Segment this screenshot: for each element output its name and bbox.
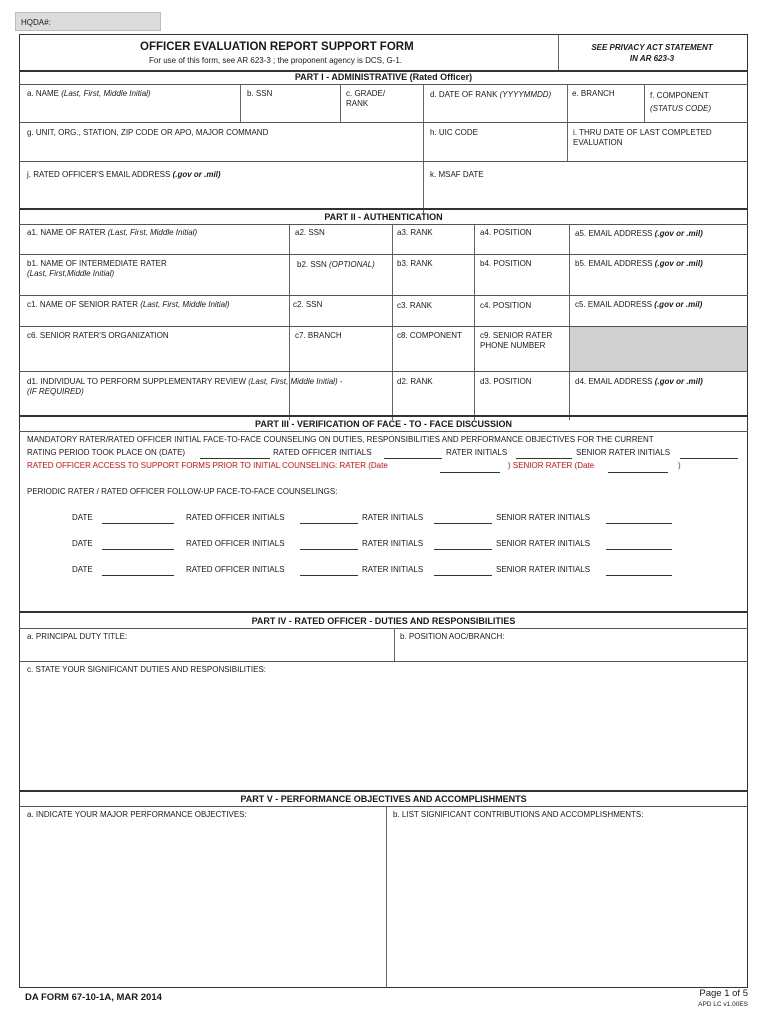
b2-label: b2. SSN	[297, 260, 330, 269]
senior-rater-org-field[interactable]: c6. SENIOR RATER'S ORGANIZATION	[27, 331, 169, 340]
d4-hint: (.gov or .mil)	[654, 377, 703, 386]
component-label: f. COMPONENT	[650, 91, 709, 100]
form-title: OFFICER EVALUATION REPORT SUPPORT FORM	[140, 41, 414, 53]
form-number: DA FORM 67-10-1A, MAR 2014	[25, 992, 162, 1003]
reviewer-rank-field[interactable]: d2. RANK	[397, 377, 433, 386]
divider	[567, 85, 568, 122]
reviewer-email-field[interactable]	[575, 377, 703, 387]
part2-heading: PART II - AUTHENTICATION	[324, 212, 443, 222]
rater-initials-label: RATER INITIALS	[362, 513, 424, 522]
rating-period-date-input[interactable]	[200, 458, 270, 459]
rater-initials-label: RATER INITIALS	[362, 539, 424, 548]
rated-initials-input[interactable]	[300, 523, 358, 524]
rated-initials-input[interactable]	[300, 549, 358, 550]
thru-date-field[interactable]	[573, 128, 712, 148]
part4-top-rule	[19, 611, 748, 613]
access-senior-date-input[interactable]	[608, 472, 668, 473]
rule	[19, 371, 748, 372]
b1-label: b1. NAME OF INTERMEDIATE RATER	[27, 259, 167, 268]
privacy-line-1: SEE PRIVACY ACT STATEMENT	[591, 43, 713, 52]
d1-hint: (Last, First, Middle Initial)	[248, 377, 338, 386]
d1-dash: -	[337, 377, 343, 386]
rater-name-field[interactable]	[27, 228, 197, 238]
senior-initials-input[interactable]	[606, 575, 672, 576]
rater-initials-input[interactable]	[434, 575, 492, 576]
reviewer-position-field[interactable]: d3. POSITION	[480, 377, 532, 386]
senior-rater-ssn-field[interactable]: c2. SSN	[293, 300, 323, 309]
divider	[423, 123, 424, 214]
rule	[19, 254, 748, 255]
contributions-field[interactable]: b. LIST SIGNIFICANT CONTRIBUTIONS AND ACCOMPLISHMENTS:	[393, 810, 644, 819]
c5-label: c5. EMAIL ADDRESS	[575, 300, 655, 309]
header-divider	[558, 35, 559, 70]
rater-initials-input[interactable]	[434, 549, 492, 550]
rule	[19, 628, 748, 629]
b5-label: b5. EMAIL ADDRESS	[575, 259, 655, 268]
rater-initials-label: RATER INITIALS	[446, 448, 508, 457]
supplementary-reviewer-field[interactable]	[27, 377, 343, 397]
rule	[19, 161, 748, 162]
divider	[423, 85, 424, 122]
periodic-counseling-label: PERIODIC RATER / RATED OFFICER FOLLOW-UP FACE-TO-FACE COUNSELINGS:	[27, 487, 338, 496]
access-close-paren: )	[678, 461, 681, 470]
senior-rater-email-field[interactable]	[575, 300, 702, 310]
divider	[240, 85, 241, 122]
rater-initials-label: RATER INITIALS	[362, 565, 424, 574]
duties-responsibilities-field[interactable]: c. STATE YOUR SIGNIFICANT DUTIES AND RESPONSIBILITIES:	[27, 665, 267, 674]
position-aoc-field[interactable]: b. POSITION AOC/BRANCH:	[400, 632, 505, 641]
rater-initials-input[interactable]	[434, 523, 492, 524]
senior-initials-input[interactable]	[606, 549, 672, 550]
rater-rank-field[interactable]: a3. RANK	[397, 228, 433, 237]
intermediate-rater-ssn-field[interactable]	[297, 260, 375, 270]
senior-initials-input[interactable]	[680, 458, 738, 459]
rating-period-label: RATING PERIOD TOOK PLACE ON (DATE)	[27, 448, 186, 457]
part3-heading: PART III - VERIFICATION OF FACE - TO - FACE DISCUSSION	[254, 419, 512, 429]
rater-ssn-field[interactable]: a2. SSN	[295, 228, 325, 237]
principal-duty-title-field[interactable]: a. PRINCIPAL DUTY TITLE:	[27, 632, 128, 641]
senior-rater-name-field[interactable]	[27, 300, 230, 310]
d1-required: (IF REQUIRED)	[27, 387, 84, 396]
senior-initials-label: SENIOR RATER INITIALS	[576, 448, 671, 457]
privacy-line-2: IN AR 623-3	[629, 54, 675, 63]
grade-rank-field[interactable]	[346, 89, 385, 109]
senior-initials-label: SENIOR RATER INITIALS	[496, 513, 591, 522]
rater-position-field[interactable]: a4. POSITION	[480, 228, 532, 237]
divider	[386, 807, 387, 987]
hqda-field[interactable]: HQDA#:	[15, 12, 161, 31]
c1-hint: (Last, First, Middle Initial)	[140, 300, 230, 309]
b1-hint: (Last, First,Middle Initial)	[27, 269, 115, 278]
rank-label: RANK	[346, 99, 369, 108]
rated-initials-label: RATED OFFICER INITIALS	[273, 448, 372, 457]
date-input[interactable]	[102, 523, 174, 524]
evaluation-label: EVALUATION	[573, 138, 623, 147]
grade-label: c. GRADE/	[346, 89, 386, 98]
performance-objectives-field[interactable]: a. INDICATE YOUR MAJOR PERFORMANCE OBJECTIVES:	[27, 810, 247, 819]
d4-label: d4. EMAIL ADDRESS	[575, 377, 655, 386]
rule	[19, 661, 748, 662]
a1-label: a1. NAME OF RATER	[27, 228, 108, 237]
b5-hint: (.gov or .mil)	[654, 259, 703, 268]
a1-hint: (Last, First, Middle Initial)	[107, 228, 198, 237]
divider	[644, 85, 645, 122]
senior-initials-label: SENIOR RATER INITIALS	[496, 539, 591, 548]
divider	[340, 85, 341, 122]
rated-initials-input[interactable]	[384, 458, 442, 459]
email-label: j. RATED OFFICER'S EMAIL ADDRESS	[27, 170, 173, 179]
phone-label: PHONE NUMBER	[480, 341, 546, 350]
unit-field[interactable]: g. UNIT, ORG., STATION, ZIP CODE OR APO, MAJOR COMMAND	[27, 128, 269, 137]
version-label: APD LC v1.00ES	[698, 1001, 748, 1008]
c5-hint: (.gov or .mil)	[654, 300, 703, 309]
rule	[19, 84, 748, 85]
rated-initials-label: RATED OFFICER INITIALS	[186, 513, 285, 522]
d1-label: d1. INDIVIDUAL TO PERFORM SUPPLEMENTARY REVIEW	[27, 377, 249, 386]
email-hint: (.gov or .mil)	[172, 170, 221, 179]
part2-top-rule	[19, 208, 748, 210]
part1-heading: PART I - ADMINISTRATIVE (Rated Officer)	[294, 72, 473, 82]
rater-email-field[interactable]	[575, 229, 703, 239]
c9-label: c9. SENIOR RATER	[480, 331, 553, 340]
date-input[interactable]	[102, 575, 174, 576]
shaded-cell	[570, 327, 747, 371]
intermediate-rater-name-field[interactable]	[27, 259, 167, 279]
a5-label: a5. EMAIL ADDRESS	[575, 229, 655, 238]
dor-hint: (YYYYMMDD)	[499, 90, 552, 99]
intermediate-rater-email-field[interactable]	[575, 259, 703, 269]
rated-initials-input[interactable]	[300, 575, 358, 576]
senior-rater-branch-field[interactable]: c7. BRANCH	[295, 331, 342, 340]
date-input[interactable]	[102, 549, 174, 550]
status-code-hint: (STATUS CODE)	[650, 104, 712, 113]
senior-initials-input[interactable]	[606, 523, 672, 524]
date-label: DATE	[72, 513, 93, 522]
rule	[19, 295, 748, 296]
thru-label: i. THRU DATE OF LAST COMPLETED	[573, 128, 712, 137]
rule	[19, 122, 748, 123]
part3-top-rule	[19, 415, 748, 417]
rule	[19, 431, 748, 432]
access-rater-date-input[interactable]	[440, 472, 500, 473]
b2-hint: (OPTIONAL)	[329, 260, 375, 269]
date-label: DATE	[72, 565, 93, 574]
privacy-statement	[566, 42, 738, 64]
part5-heading: PART V - PERFORMANCE OBJECTIVES AND ACCOMPLISHMENTS	[240, 794, 527, 804]
page-number: Page 1 of 5	[699, 988, 748, 999]
senior-rater-position-field[interactable]: c4. POSITION	[480, 301, 532, 310]
dor-label: d. DATE OF RANK	[430, 90, 500, 99]
mandatory-counseling-text: MANDATORY RATER/RATED OFFICER INITIAL FACE-TO-FACE COUNSELING ON DUTIES, RESPONSIBILITIES AND PERFORMANCE OBJECTIVES FOR THE CURRENT	[27, 435, 654, 444]
branch-field[interactable]: e. BRANCH	[572, 89, 615, 98]
rated-officer-email-field[interactable]	[27, 170, 221, 180]
senior-rater-component-field[interactable]: c8. COMPONENT	[397, 331, 462, 340]
rated-initials-label: RATED OFFICER INITIALS	[186, 539, 285, 548]
form-subtitle: For use of this form, see AR 623-3 ; the proponent agency is DCS, G-1.	[149, 56, 403, 65]
rated-officer-name-field[interactable]	[27, 89, 151, 99]
intermediate-rater-rank-field[interactable]: b3. RANK	[397, 259, 433, 268]
date-label: DATE	[72, 539, 93, 548]
divider	[567, 123, 568, 161]
access-senior-text: ) SENIOR RATER (Date	[508, 461, 595, 470]
ssn-field[interactable]: b. SSN	[247, 89, 273, 98]
name-label: a. NAME	[27, 89, 62, 98]
rule	[19, 806, 748, 807]
rated-initials-label: RATED OFFICER INITIALS	[186, 565, 285, 574]
divider	[394, 629, 395, 661]
msaf-date-field[interactable]: k. MSAF DATE	[430, 170, 484, 179]
senior-initials-label: SENIOR RATER INITIALS	[496, 565, 591, 574]
component-field[interactable]	[650, 89, 711, 115]
access-support-forms-text: RATED OFFICER ACCESS TO SUPPORT FORMS PRIOR TO INITIAL COUNSELING: RATER (Date	[27, 461, 388, 470]
intermediate-rater-position-field[interactable]: b4. POSITION	[480, 259, 532, 268]
uic-code-field[interactable]: h. UIC CODE	[430, 128, 479, 137]
name-hint: (Last, First, Middle Initial)	[61, 89, 151, 98]
a5-hint: (.gov or .mil)	[654, 229, 703, 238]
rule	[19, 224, 748, 225]
rater-initials-input[interactable]	[516, 458, 572, 459]
c1-label: c1. NAME OF SENIOR RATER	[27, 300, 141, 309]
senior-rater-rank-field[interactable]: c3. RANK	[397, 301, 433, 310]
part5-top-rule	[19, 790, 748, 792]
date-of-rank-field[interactable]	[430, 90, 551, 100]
senior-rater-phone-field[interactable]	[480, 331, 552, 351]
part4-heading: PART IV - RATED OFFICER - DUTIES AND RESPONSIBILITIES	[251, 616, 516, 626]
